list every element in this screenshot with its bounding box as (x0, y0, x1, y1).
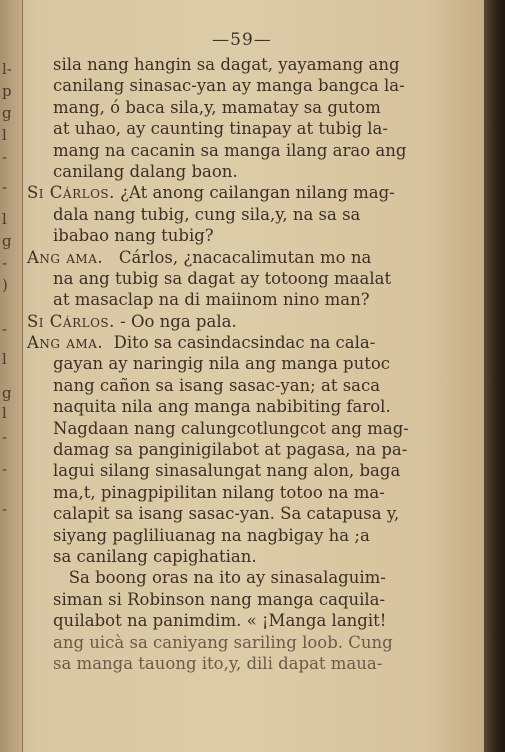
line-text: sa manga tauong ito,y, dili dapat maua- (53, 653, 383, 673)
line-text: gayan ay naringig nila ang manga putoc (53, 354, 391, 374)
line-text: Cárlos, ¿nacacalimutan mo na (103, 247, 372, 267)
line-text: calapit sa isang sasac-yan. Sa catapusa y, (53, 504, 400, 524)
line-text: Dito sa casindacsindac na cala- (103, 333, 376, 353)
margin-fragment: - (2, 148, 8, 166)
text-line (27, 396, 467, 417)
line-text: nang cañon sa isang sasac-yan; at saca (53, 375, 381, 395)
text-line (27, 653, 467, 674)
margin-fragment: l (2, 404, 7, 422)
text-line (27, 610, 467, 631)
margin-fragment: l (2, 350, 7, 368)
line-text: quilabot na panimdim. « ¡Manga langit! (53, 611, 387, 631)
margin-fragment: g (2, 104, 12, 122)
margin-fragment: l- (2, 60, 12, 78)
line-text: at uhao, ay caunting tinapay at tubig la- (53, 119, 388, 139)
text-line (27, 332, 467, 353)
text-line (27, 632, 467, 653)
line-text: siman si Robinson nang manga caquila- (53, 589, 386, 609)
line-text: Nagdaan nang calungcotlungcot ang mag- (53, 418, 409, 438)
text-line (27, 375, 467, 396)
line-text: na ang tubig sa dagat ay totoong maalat (53, 268, 392, 288)
line-text: sa canilang capighatian. (53, 546, 257, 566)
line-text: ¿At anong cailangan nilang mag- (114, 183, 395, 203)
facing-page-margin (0, 0, 23, 752)
line-text: siyang pagliliuanag na nagbigay ha ;a (53, 525, 370, 545)
text-line (27, 225, 467, 246)
text-line (27, 439, 467, 460)
text-line (27, 161, 467, 182)
text-line (27, 75, 467, 96)
text-line (27, 97, 467, 118)
text-line (27, 353, 467, 374)
margin-fragment: l (2, 210, 7, 228)
line-text: dala nang tubig, cung sila,y, na sa sa (53, 204, 361, 224)
text-line (27, 546, 467, 567)
line-text: ang uicà sa caniyang sariling loob. Cung (53, 632, 393, 652)
line-text: ma,t, pinagpipilitan nilang totoo na ma- (53, 482, 385, 502)
text-line (27, 503, 467, 524)
text-line (27, 589, 467, 610)
margin-fragment: l (2, 126, 7, 144)
line-text: naquita nila ang manga nabibiting farol. (53, 397, 391, 417)
margin-fragment: - (2, 178, 8, 196)
text-line (27, 311, 467, 332)
line-text: damag sa panginigilabot at pagasa, na pa- (53, 440, 408, 460)
margin-fragment: p (2, 82, 12, 100)
line-text: canilang sinasac-yan ay manga bangca la- (53, 76, 405, 96)
text-line (27, 525, 467, 546)
margin-fragment: - (2, 320, 8, 338)
line-text: canilang dalang baon. (53, 161, 238, 181)
speaker-name: Si Cárlos. (27, 183, 115, 203)
text-line (27, 268, 467, 289)
line-text: mang na cacanin sa manga ilang arao ang (53, 140, 407, 160)
line-text: - Oo nga pala. (114, 311, 237, 331)
margin-fragment: ) (2, 276, 8, 294)
page-number: —59— (212, 30, 272, 50)
margin-fragment: - (2, 460, 8, 478)
text-line (27, 567, 467, 588)
margin-fragment: - (2, 428, 8, 446)
text-line (27, 140, 467, 161)
text-line (27, 54, 467, 75)
margin-fragment: g (2, 232, 12, 250)
line-text: mang, ó baca sila,y, mamatay sa gutom (53, 97, 381, 117)
text-line (27, 204, 467, 225)
speaker-name: Ang ama. (27, 333, 104, 353)
speaker-name: Si Cárlos. (27, 311, 115, 331)
margin-fragment: g (2, 384, 12, 402)
body-text (27, 54, 467, 674)
line-text: lagui silang sinasalungat nang alon, baga (53, 461, 401, 481)
line-text: ibabao nang tubig? (53, 226, 214, 246)
text-line (27, 418, 467, 439)
text-line (27, 182, 467, 203)
margin-fragment: - (2, 500, 8, 518)
text-line (27, 289, 467, 310)
text-line (27, 482, 467, 503)
text-line (27, 247, 467, 268)
book-spine (484, 0, 505, 752)
speaker-name: Ang ama. (27, 247, 104, 267)
text-line (27, 460, 467, 481)
line-text: at masaclap na di maiinom nino man? (53, 290, 370, 310)
line-text: Sa boong oras na ito ay sinasalaguim- (53, 568, 386, 588)
text-line (27, 118, 467, 139)
margin-fragment: - (2, 254, 8, 272)
line-text: sila nang hangin sa dagat, yayamang ang (53, 55, 400, 74)
